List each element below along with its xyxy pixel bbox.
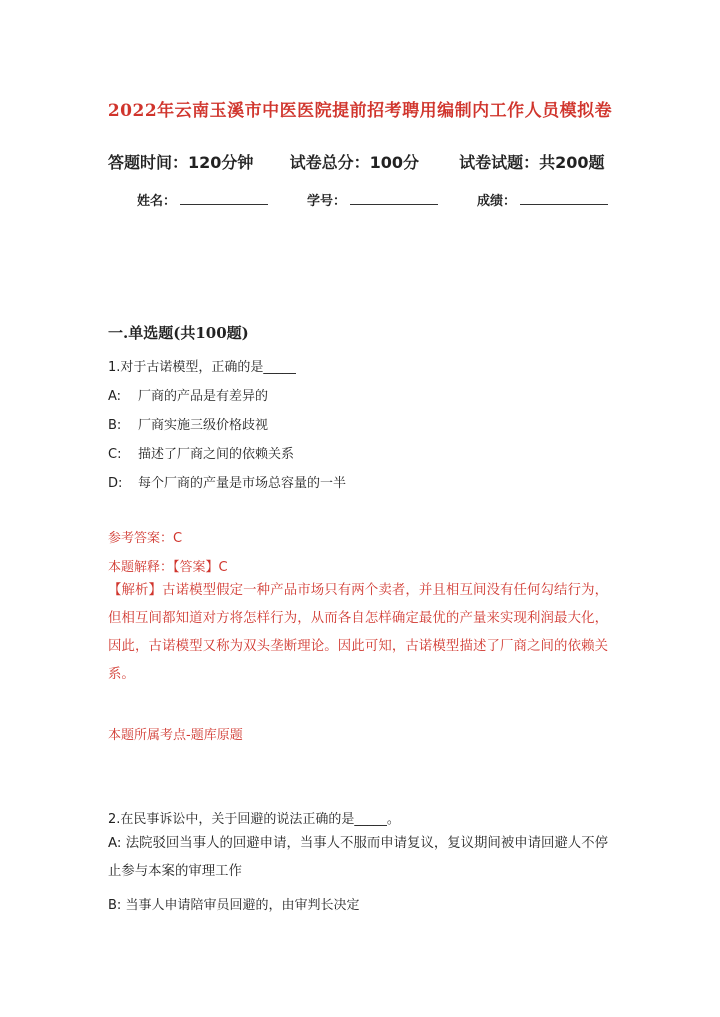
exam-question-count: 试卷试题：共200题 — [459, 153, 605, 172]
grade-blank-line[interactable] — [520, 192, 608, 205]
option-a — [108, 830, 608, 886]
option-d — [108, 472, 346, 491]
analysis-text: 【解析】古诺模型假定一种产品市场只有两个卖者，并且相互间没有任何勾结行为，但相互间都知道对方将怎样行为，从而各自怎样确定最优的产量来实现利润最大化，因此，古诺模型又称为双头垄断理论。因此可知，古诺模型描述了厂商之间的依赖关系。 — [108, 583, 608, 682]
option-text: 当事人申请陪审员回避的，由审判长决定 — [125, 898, 360, 913]
exam-meta — [108, 150, 628, 173]
option-text: 描述了厂商之间的依赖关系 — [138, 447, 295, 462]
option-b — [108, 894, 359, 913]
exam-total-score: 试卷总分：100分 — [289, 153, 419, 172]
question-source: 本题所属考点-题库原题 — [108, 728, 243, 743]
option-text: 厂商实施三级价格歧视 — [138, 418, 269, 433]
explanation-heading: 本题解释：【答案】C — [108, 560, 228, 575]
option-text: 每个厂商的产量是市场总容量的一半 — [138, 476, 347, 491]
option-letter: C: — [108, 447, 122, 462]
option-b — [108, 414, 268, 433]
option-text: 法院驳回当事人的回避申请，当事人不服而申请复议，复议期间被申请回避人不停止参与本案的审理工作 — [108, 836, 608, 879]
option-letter: B: — [108, 898, 122, 913]
name-blank-line[interactable] — [180, 192, 268, 205]
question-stem: 1.对于古诺模型，正确的是_____ — [108, 360, 296, 375]
exam-title: 2022年云南玉溪市中医医院提前招考聘用编制内工作人员模拟卷 — [107, 101, 613, 121]
option-letter: A: — [108, 836, 122, 851]
grade-label: 成绩： — [477, 194, 517, 209]
section-title: 一.单选题(共100题) — [108, 324, 249, 342]
reference-answer: 参考答案：C — [108, 531, 183, 546]
student-id-field[interactable] — [307, 190, 438, 209]
option-a — [108, 385, 268, 404]
question-stem: 2.在民事诉讼中，关于回避的说法正确的是_____。 — [108, 812, 400, 827]
option-letter: D: — [108, 476, 123, 491]
name-field[interactable] — [137, 190, 268, 209]
grade-field[interactable] — [477, 190, 608, 209]
explanation-analysis — [108, 577, 608, 689]
option-letter: A: — [108, 389, 122, 404]
exam-time: 答题时间：120分钟 — [108, 153, 254, 172]
name-label: 姓名： — [137, 194, 177, 209]
option-c — [108, 443, 294, 462]
student-id-blank-line[interactable] — [350, 192, 438, 205]
student-id-label: 学号： — [307, 194, 347, 209]
option-text: 厂商的产品是有差异的 — [138, 389, 269, 404]
option-letter: B: — [108, 418, 122, 433]
